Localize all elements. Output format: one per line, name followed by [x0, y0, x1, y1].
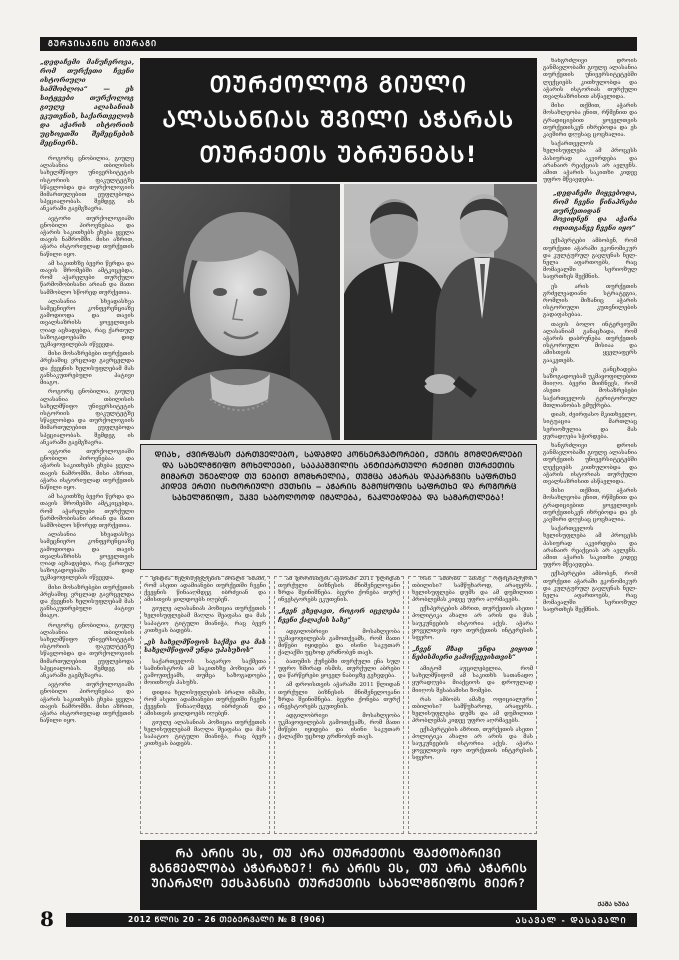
article-paragraph: ამ საკითხზე ბევრი წერდა და თავის შრომებში ამტკიცებდა, რომ აჭარელები თურქული წარმოშობისანი არიან და მათი სამშობლო სწორედ თურქეთია.: [40, 260, 134, 296]
article-paragraph: ამ საკითხზე ბევრი წერდა და თავის შრომებში ამტკიცებდა, რომ აჭარელები თურქული წარმოშობისანი არიან და მათი სამშობლო სწორედ თურქეთია.: [40, 494, 134, 529]
article-paragraph: ექსპერტების აზრით, თურქეთის ასეთი პოლიტიკა ახალი არ არის და მას საუკუნეების ისტორია აქვს. აჭარა ყოველთვის იყო თურქეთის ინტერესის სფერო.: [412, 606, 533, 641]
article-paragraph: გიულე ალასანიას პოზიცია თურქეთის ხელისუფლებამ მაღლა შეაფასა და მას საპატიო ტიტული მიანიჭა, რაც ბევრ კითხვას ბადებს.: [144, 719, 266, 748]
article-paragraph: ალასანია სხვადასხვა სამეცნიერო კონფერენციაზე გამოდიოდა და თავის თვალსაზრისს ყოველთვის ღიად აცხადებდა, რაც ქართულ საზოგადოებაში დიდ უკმაყოფილებას იწვევდა.: [40, 532, 134, 582]
article-paragraph: ხანგრძლივი დროის განმავლობაში გიულე ალასანია თურქეთის უნივერსიტეტებში ლექციებს კითხულობდა და აჭარის ისტორიას თურქული თვალსაზრისით ასწავლიდა.: [543, 58, 637, 101]
portrait-photo: [140, 184, 340, 440]
article-paragraph: ამ დროისთვის აჭარაში 2011 წლიდან თურქული ბიზნესის მნიშვნელოვანი ზრდა შეინიშნება. ბევრი ქონება თურქ ინვესტორებს ეკუთვნის.: [278, 682, 400, 710]
article-paragraph: ადგილობრივი მოსახლეობა უკმაყოფილებას გამოთქვამს, რომ მათი მიწები იყიდება და ისინი საკუთარ ქალაქში უცხოდ გრძნობენ თავს.: [278, 628, 400, 657]
article-paragraph: რას ამბობს ამაზე ოფიციალური თბილისი? სამწუხაროდ, არაფერს. ხელისუფლება დუმს და ამ დუმილით პრობლემას კიდევ უფრო აღრმავებს.: [412, 576, 533, 604]
headline: ᲗᲣᲠᲥᲝᲚᲝᲒ ᲒᲘᲣᲚᲘ ᲐᲚᲐᲡᲐᲜᲘᲐᲡ ᲨᲕᲘᲚᲘ ᲐᲭᲐᲠᲐᲡ ᲗᲣᲠᲥᲔᲗᲡ ᲣᲑᲠᲣᲜᲔᲑᲡ!: [162, 71, 515, 168]
bottom-question-text: ᲠᲐ ᲐᲠᲘᲡ ᲔᲡ, ᲗᲣ ᲐᲠᲐ ᲗᲣᲠᲥᲔᲗᲘᲡ ᲤᲐᲥᲢᲝᲑᲠᲘᲕᲘ ᲒᲐᲜᲛᲔᲑᲚᲝᲑᲐ ᲐᲭᲐᲠᲐᲖᲔ?! ᲠᲐ ᲐᲠᲘᲡ ᲔᲡ, ᲗᲣ ᲐᲠᲐ ᲐᲭᲐᲠᲘᲡ ᲣᲘᲐᲠᲐᲦᲝ ᲔᲥᲡᲞᲐᲜᲡᲘᲐ ᲗᲣᲠᲥᲔᲗᲘᲡ ᲡᲐᲮᲔᲚᲛᲬᲘᲤᲝᲡ ᲛᲘᲔᲠ?: [149, 846, 528, 890]
pull-quote: „დედაჩემი მიყვებოდა, რომ ჩვენი წინაპრები თურქეთიდან მოვიდნენ და აჭარა ოდითგანვე ჩვენი იყო“: [553, 189, 637, 232]
footer-bar: [66, 913, 637, 927]
article-paragraph: ბათუმის ქუჩებში თურქული ენა სულ უფრო ხშირად ისმის, თურქული აბრები და წარწერები ყოველ ნაბიჯზე გვხვდება.: [278, 659, 400, 680]
inner-column-1: [140, 576, 270, 834]
lead-quote: „დედაჩემი მანუჩეროვა, რომ თურქეთი ჩვენი ისტორიული სამშობლოა“ — ეს სიტყვები თურქოლოგ გიულე ალასანიას ეკუთვნის, საქართველოს და აჭარის ისტორიის უცხოეთში შემეცნების მეცნიერს.: [40, 58, 134, 147]
issue-info: 2012 ᲬᲚᲘᲡ 20 - 26 ᲗᲔᲑᲔᲠᲕᲐᲚᲘ № 8 (906): [128, 915, 326, 924]
pull-quote: „ეს სახელმწიფოს საქმეა და მას სახელმწიფომ უნდა უპასუხოს“: [144, 638, 266, 654]
page-footer: [40, 907, 637, 931]
inner-column-2: [274, 576, 404, 834]
article-paragraph: მისი მოსაზრებები თურქეთის პრესაშიც ვრცლად გავრცელდა და ქვეყნის ხელისუფლებამ მას განსაკუთრებული პატივი მიაგო.: [40, 351, 134, 387]
author-byline: ᲥᲐᲨᲐ ᲮᲣᲑᲐ: [597, 901, 629, 908]
left-column: [40, 58, 134, 910]
article-paragraph: ექსპერტების აზრით, თურქეთის ასეთი პოლიტიკა ახალი არ არის და მას საუკუნეების ისტორია აქვს. აჭარა ყოველთვის იყო თურქეთის ინტერესის სფერო.: [412, 727, 533, 762]
paper-name: ᲐᲡᲐᲕᲐᲚ - ᲓᲐᲡᲐᲕᲐᲚᲘ: [515, 916, 627, 925]
article-paragraph: საქართველოს საგარეო საქმეთა სამინისტროს ამ საკითხზე პოზიცია არ გამოუთქვამს, თუმცა საზოგადოება მოითხოვს პასუხს.: [144, 659, 266, 687]
article-paragraph: მისი თქმით, აჭარის მოსახლეობა ენით, რწმენით და ტრადიციებით ყოველთვის თურქეთისკენ იხრებოდა და ეს კავშირი დღესაც ცოცხალია.: [543, 488, 637, 523]
article-paragraph: როგორც ცნობილია, გიულე ალასანია თბილისის სახელმწიფო უნივერსიტეტის ისტორიის ფაკულტეტზე სწავლობდა და თურქოლოგიის მიმართულებით ეუფლებოდა სპეციალობას. შემდეგ ის ანკარაში გაემგზავრა.: [40, 156, 134, 213]
article-paragraph: ამიტომ აუცილებელია, რომ სახელმწიფომ ამ საკითხს სათანადო ყურადღება მიაქციოს და დროულად მიიღოს შესაბამისი ზომები.: [412, 666, 533, 694]
handshake-photo: [344, 184, 537, 440]
article-paragraph: დიახ, ძვირფასო მკითხველო, სიტუაცია მართლაც სერიოზულია და მას ყურადღება სჭირდება.: [543, 412, 637, 440]
article-paragraph: ეს არის თურქეთის გრძელვადიანი სტრატეგია, რომლის მიზანიც აჭარის ისტორიული კუთვნილების გადაფასებაა.: [543, 283, 637, 319]
article-paragraph: ავტორი თურქოლოგიაში ცნობილი პიროვნებაა და აჭარის საკითხებს ეხება ყველა თავის ნაშრომში. მისი აზრით, აჭარა ისტორიულად თურქეთის ნაწილი იყო.: [40, 682, 134, 725]
caption-text: ᲓᲘᲐᲮ, ᲫᲕᲘᲠᲤᲐᲡᲝ ᲥᲐᲠᲗᲕᲔᲚᲔᲑᲝ, ᲡᲐᲓᲐᲛᲓᲔ ᲙᲝᲜᲡᲔᲠᲕᲐᲢᲝᲠᲔᲑᲘ, ᲥᲣᲩᲘᲡ ᲛᲝᲛᲦᲔᲠᲚᲔᲑᲘ ᲓᲐ ᲡᲐᲮᲔᲚᲛᲬᲘᲤᲝ ᲛᲝᲮᲔᲚᲔᲔᲑᲘ, ᲡᲐᲐᲙᲐᲨᲕᲘᲚᲘᲡ ᲐᲜᲢᲘᲥᲐᲠᲗᲣᲚᲘ ᲠᲔᲟᲘᲛᲘ ᲗᲣᲠᲥᲔᲗᲘᲡ ᲛᲘᲛᲐᲠᲗ ᲣᲜᲔᲑᲚᲔᲓ ᲗᲣ ᲜᲔᲑᲘᲗ ᲛᲝᲛᲮᲠᲔᲚᲘᲐ, ᲗᲣᲛᲪᲐ ᲐᲭᲐᲠᲐᲡ ᲓᲐᲙᲐᲠᲒᲕᲘᲡ ᲡᲐᲤᲠᲗᲮᲔ ᲙᲘᲓᲔᲕ ᲔᲠᲗᲘ ᲘᲡᲢᲝᲠᲘᲣᲚᲘ ᲥᲣᲗᲮᲘᲡ — ᲐᲭᲐᲠᲘᲡ ᲒᲐᲛᲝᲧᲝᲤᲘᲡ ᲡᲐᲤᲠᲗᲮᲔ ᲓᲐ ᲠᲝᲒᲝᲠᲪ ᲡᲐᲮᲔᲚᲛᲬᲘᲤᲝ, ᲣᲙᲕᲔ ᲡᲐᲑᲝᲚᲝᲝᲓ ᲘᲛᲐᲚᲔᲑᲐ, ᲜᲐᲙᲚᲔᲑᲓᲔᲑᲐ ᲓᲐ ᲡᲐᲛᲐᲠᲗᲚᲔᲑᲐ!: [154, 450, 523, 503]
right-column: [543, 58, 637, 896]
article-paragraph: ავტორი თურქოლოგიაში ცნობილი პიროვნებაა და აჭარის საკითხებს ეხება ყველა თავის ნაშრომში. მისი აზრით, აჭარა ისტორიულად თურქეთის ნაწილი იყო.: [40, 448, 134, 491]
section-title: ᲒᲣᲠᲯᲘᲡᲐᲜᲘᲡ ᲛᲘᲣᲠᲐᲒᲘ: [48, 39, 158, 48]
article-paragraph: ადგილობრივი მოსახლეობა უკმაყოფილებას გამოთქვამს, რომ მათი მიწები იყიდება და ისინი საკუთარ ქალაქში უცხოდ გრძნობენ თავს.: [278, 712, 400, 741]
article-paragraph: როგორც ცნობილია, გიულე ალასანია თბილისის სახელმწიფო უნივერსიტეტის ისტორიის ფაკულტეტზე სწავლობდა და თურქოლოგიის მიმართულებით ეუფლებოდა სპეციალობას. შემდეგ ის ანკარაში გაემგზავრა.: [40, 389, 134, 446]
headline-block: [140, 58, 537, 182]
article-paragraph: ხანგრძლივი დროის განმავლობაში გიულე ალასანია თურქეთის უნივერსიტეტებში ლექციებს კითხულობდა და აჭარის ისტორიას თურქული თვალსაზრისით ასწავლიდა.: [543, 442, 637, 485]
page-number: 8: [40, 907, 54, 931]
article-paragraph: გიულე ალასანიას პოზიცია თურქეთის ხელისუფლებამ მაღლა შეაფასა და მას საპატიო ტიტული მიანიჭა, რაც ბევრ კითხვას ბადებს.: [144, 606, 266, 634]
inner-column-3: [408, 576, 537, 834]
article-paragraph: მისი თქმით, აჭარის მოსახლეობა ენით, რწმენით და ტრადიციებით ყოველთვის თურქეთისკენ იხრებოდა და ეს კავშირი დღესაც ცოცხალია.: [543, 103, 637, 139]
article-paragraph: ალასანია სხვადასხვა სამეცნიერო კონფერენციაზე გამოდიოდა და თავის თვალსაზრისს ყოველთვის ღიად აცხადებდა, რაც ქართულ საზოგადოებაში დიდ უკმაყოფილებას იწვევდა.: [40, 298, 134, 349]
article-paragraph: დიდია ხელისუფლების ბრალი იმაში, რომ ასეთი ადამიანები თურქეთში ჩვენი ქვეყნის წინააღმდეგ იბრძვიან და ამისთვის ჯილდოებს იღებენ.: [144, 576, 266, 604]
pull-quote: „ჩვენ მზად უნდა ვიყოთ ნებისმიერი გამოწვევისთვის“: [412, 645, 533, 662]
caption-box: [140, 444, 537, 570]
article-paragraph: საქართველოს ხელისუფლება ამ პროცესს პასიურად აკვირდება და არანაირ რეაქციას არ ავლენს. ამით აჭარის საკითხი კიდევ უფრო მწვავდება.: [543, 526, 637, 569]
bottom-question-box: [140, 840, 537, 910]
article-paragraph: მისი მოსაზრებები თურქეთის პრესაშიც ვრცლად გავრცელდა და ქვეყნის ხელისუფლებამ მას განსაკუთრებული პატივი მიაგო.: [40, 584, 134, 620]
article-paragraph: როგორც ცნობილია, გიულე ალასანია თბილისის სახელმწიფო უნივერსიტეტის ისტორიის ფაკულტეტზე სწავლობდა და თურქოლოგიის მიმართულებით ეუფლებოდა სპეციალობას. შემდეგ ის ანკარაში გაემგზავრა.: [40, 622, 134, 680]
article-paragraph: ეს განცხადება საზოგადოებამ უკმაყოფილებით მიიღო. ბევრი მიიჩნევს, რომ ასეთი მოსაზრებები საქართველოს ტერიტორიულ მთლიანობას ემუქრება.: [543, 366, 637, 409]
article-paragraph: დიდია ხელისუფლების ბრალი იმაში, რომ ასეთი ადამიანები თურქეთში ჩვენი ქვეყნის წინააღმდეგ იბრძვიან და ამისთვის ჯილდოებს იღებენ.: [144, 689, 266, 717]
article-paragraph: ავტორი თურქოლოგიაში ცნობილი პიროვნებაა და აჭარის საკითხებს ეხება ყველა თავის ნაშრომში. მისი აზრით, აჭარა ისტორიულად თურქეთის ნაწილი იყო.: [40, 215, 134, 258]
article-paragraph: ექსპერტები ამბობენ, რომ თურქეთი აჭარაში ეკონომიკურ და კულტურულ გავლენას ნელ-ნელა აფართოებს, რაც მომავალში სერიოზულ საფრთხეს შექმნის.: [543, 571, 637, 614]
article-paragraph: რას ამბობს ამაზე ოფიციალური თბილისი? სამწუხაროდ, არაფერს. ხელისუფლება დუმს და ამ დუმილით პრობლემას კიდევ უფრო აღრმავებს.: [412, 696, 533, 724]
section-header-bar: [40, 37, 637, 51]
article-paragraph: თავის ბოლო ინტერვიუში ალასანიამ განაცხადა, რომ აჭარის დაბრუნება თურქეთის ისტორიული მისიაა და ამისთვის ყველაფერს გააკეთებს.: [543, 321, 637, 364]
article-paragraph: საქართველოს ხელისუფლება ამ პროცესს პასიურად აკვირდება და არანაირ რეაქციას არ ავლენს. ამით აჭარის საკითხი კიდევ უფრო მწვავდება.: [543, 141, 637, 184]
article-paragraph: ამ დროისთვის აჭარაში 2011 წლიდან თურქული ბიზნესის მნიშვნელოვანი ზრდა შეინიშნება. ბევრი ქონება თურქ ინვესტორებს ეკუთვნის.: [278, 576, 400, 604]
pull-quote: „ჩვენ ვხედავთ, როგორ იცვლება ჩვენი ქალაქის სახე“: [278, 608, 400, 624]
article-paragraph: ექსპერტები ამბობენ, რომ თურქეთი აჭარაში ეკონომიკურ და კულტურულ გავლენას ნელ-ნელა აფართოებს, რაც მომავალში სერიოზულ საფრთხეს შექმნის.: [543, 238, 637, 281]
